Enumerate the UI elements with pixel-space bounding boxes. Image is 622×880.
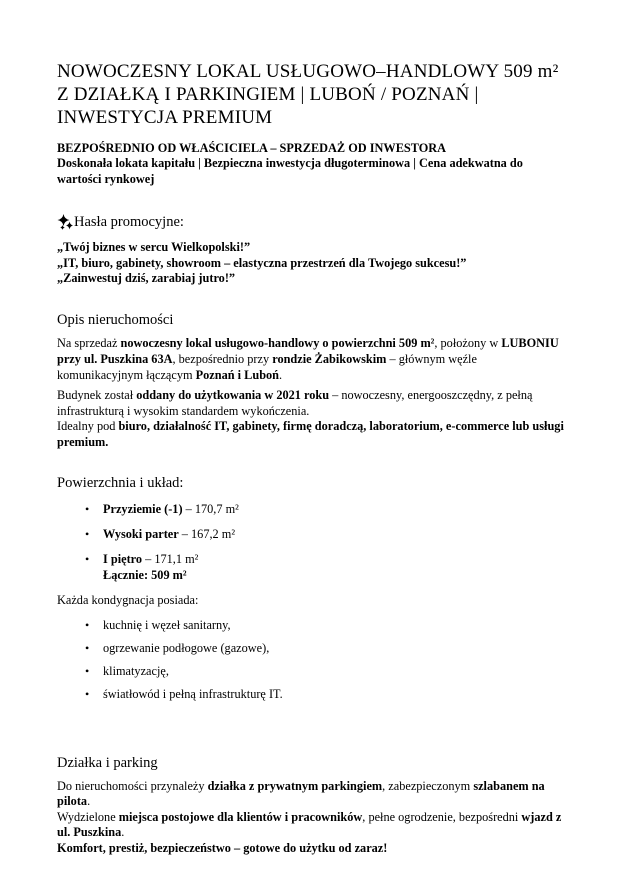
list-item-floor: • Wysoki parter – 167,2 m² [85,526,565,542]
floor-features-intro: Każda kondygnacja posiada: [57,592,199,607]
description-paragraph-1: Na sprzedaż nowoczesny lokal usługowo-handlowy o powierzchni 509 m², położony w LUBONIU przy ul. Puszkina 63A, bezpośrednio przy rondzie Żabikowskim – głównym węźle komunikacyjnym łączącym Poznań i Luboń. [57,336,559,382]
promo-slogans [57,240,565,286]
list-item-feature: • klimatyzację, [85,663,565,679]
subtitle-line-2: Doskonała lokata kapitału | Bezpieczna inwestycja długoterminowa | Cena adekwatna do wartości rynkowej [57,156,523,186]
plot-paragraph: Do nieruchomości przynależy działka z prywatnym parkingiem, zabezpieczonym szlabanem na pilota. Wydzielone miejsca postojowe dla klientów i pracowników, pełne ogrodzenie, bezpośredni wjazd z ul. Puszkina. Komfort, prestiż, bezpieczeństwo – gotowe do użytku od zaraz! [57,778,562,855]
list-item-floor: • I piętro – 171,1 m² Łącznie: 509 m² [85,551,565,583]
slogan-line: „Zainwestuj dziś, zarabiaj jutro!” [57,271,236,286]
list-item-floor: • Przyziemie (-1) – 170,7 m² [85,501,565,517]
section-heading-plot-parking: Działka i parking [57,754,158,771]
subtitle [57,141,565,187]
page-title-line: Z DZIAŁKĄ I PARKINGIEM | LUBOŃ / POZNAŃ | [57,84,479,105]
page-title-line: NOWOCZESNY LOKAL USŁUGOWO–HANDLOWY 509 m² [57,61,559,82]
page-title-line: INWESTYCJA PREMIUM [57,107,273,128]
subtitle-line-1: BEZPOŚREDNIO OD WŁAŚCICIELA – SPRZEDAŻ OD INWESTORA [57,141,447,155]
section-heading-area-layout: Powierzchnia i układ: [57,474,184,491]
page-title [57,60,565,129]
description-paragraph-2: Budynek został oddany do użytkowania w 2021 roku – nowoczesny, energooszczędny, z pełną infrastrukturą i wysokim standardem wykończenia. Idealny pod biuro, działalność IT, gabinety, firmę doradczą, laboratorium, e-commerce lub usługi premium. [57,388,564,449]
floors-list [57,501,565,583]
section-heading-description: Opis nieruchomości [57,312,174,329]
slogan-line: „Twój biznes w sercu Wielkopolski!” [57,240,251,255]
list-item-feature: • kuchnię i węzeł sanitarny, [85,617,565,633]
sparkles-icon [57,214,73,230]
list-item-feature: • ogrzewanie podłogowe (gazowe), [85,640,565,656]
slogan-line: „IT, biuro, gabinety, showroom – elastyczna przestrzeń dla Twojego sukcesu!” [57,255,467,270]
promo-heading-label: Hasła promocyjne: [74,214,184,231]
floor-features-list [57,617,565,702]
list-item-feature: • światłowód i pełną infrastrukturę IT. [85,686,565,702]
promo-heading [57,213,565,231]
